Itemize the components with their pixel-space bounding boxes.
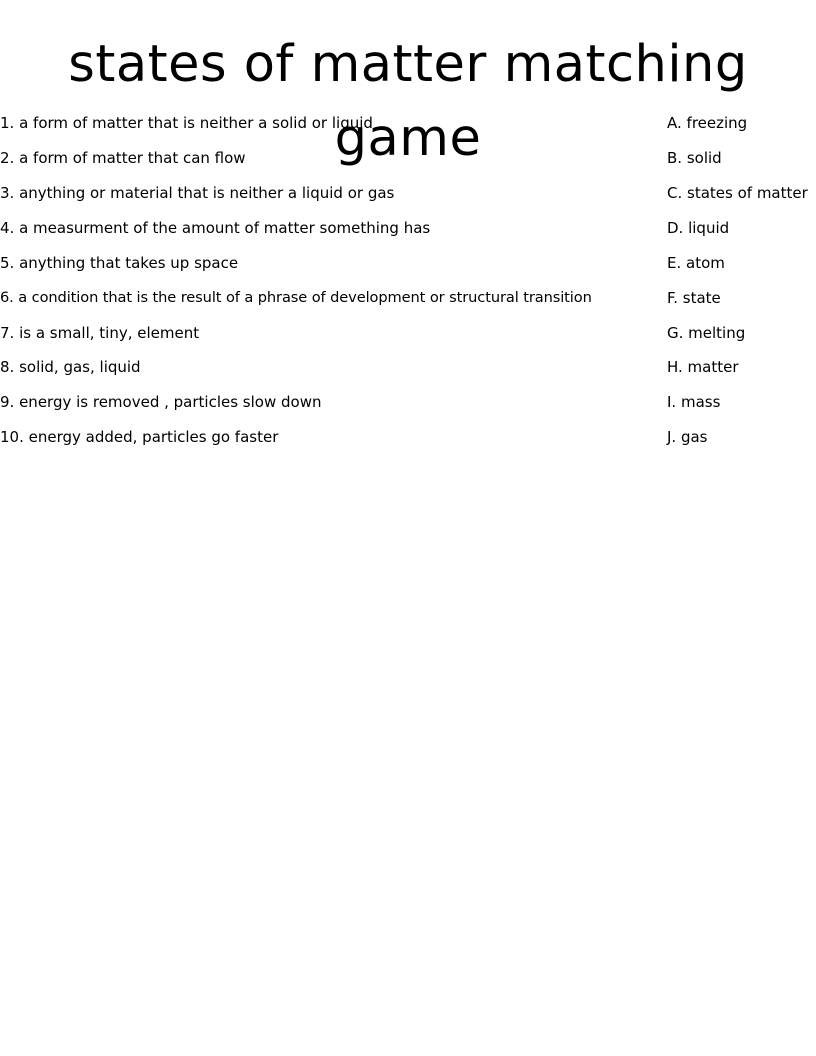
clue-text: 6. a condition that is the result of a phrase of development or structural transition: [0, 289, 592, 306]
answer-option: I. mass: [667, 393, 721, 411]
matching-row: [0, 427, 816, 462]
clue-text: 10. energy added, particles go faster: [0, 428, 279, 446]
clue-text: 4. a measurment of the amount of matter something has: [0, 219, 431, 237]
clue-text: 7. is a small, tiny, element: [0, 324, 200, 342]
matching-row: [0, 288, 816, 323]
answer-option: H. matter: [667, 358, 739, 376]
clue-text: 2. a form of matter that can flow: [0, 149, 246, 167]
answer-option: D. liquid: [667, 219, 730, 237]
page-title: states of matter matching game: [68, 35, 748, 168]
matching-row: [0, 183, 816, 218]
matching-row: [0, 113, 816, 148]
answer-option: C. states of matter: [667, 184, 808, 202]
answer-option: G. melting: [667, 324, 746, 342]
answer-option: F. state: [667, 289, 721, 307]
answer-option: B. solid: [667, 149, 722, 167]
clue-text: 1. a form of matter that is neither a solid or liquid: [0, 114, 373, 132]
matching-row: [0, 392, 816, 427]
answer-option: A. freezing: [667, 114, 748, 132]
answer-option: J. gas: [667, 428, 708, 446]
matching-row: [0, 218, 816, 253]
matching-row: [0, 357, 816, 392]
clue-text: 5. anything that takes up space: [0, 254, 239, 272]
matching-row: [0, 148, 816, 183]
clue-text: 3. anything or material that is neither a liquid or gas: [0, 184, 395, 202]
matching-row: [0, 323, 816, 358]
clue-text: 8. solid, gas, liquid: [0, 358, 141, 376]
clue-text: 9. energy is removed , particles slow down: [0, 393, 322, 411]
matching-row: [0, 253, 816, 288]
answer-option: E. atom: [667, 254, 725, 272]
